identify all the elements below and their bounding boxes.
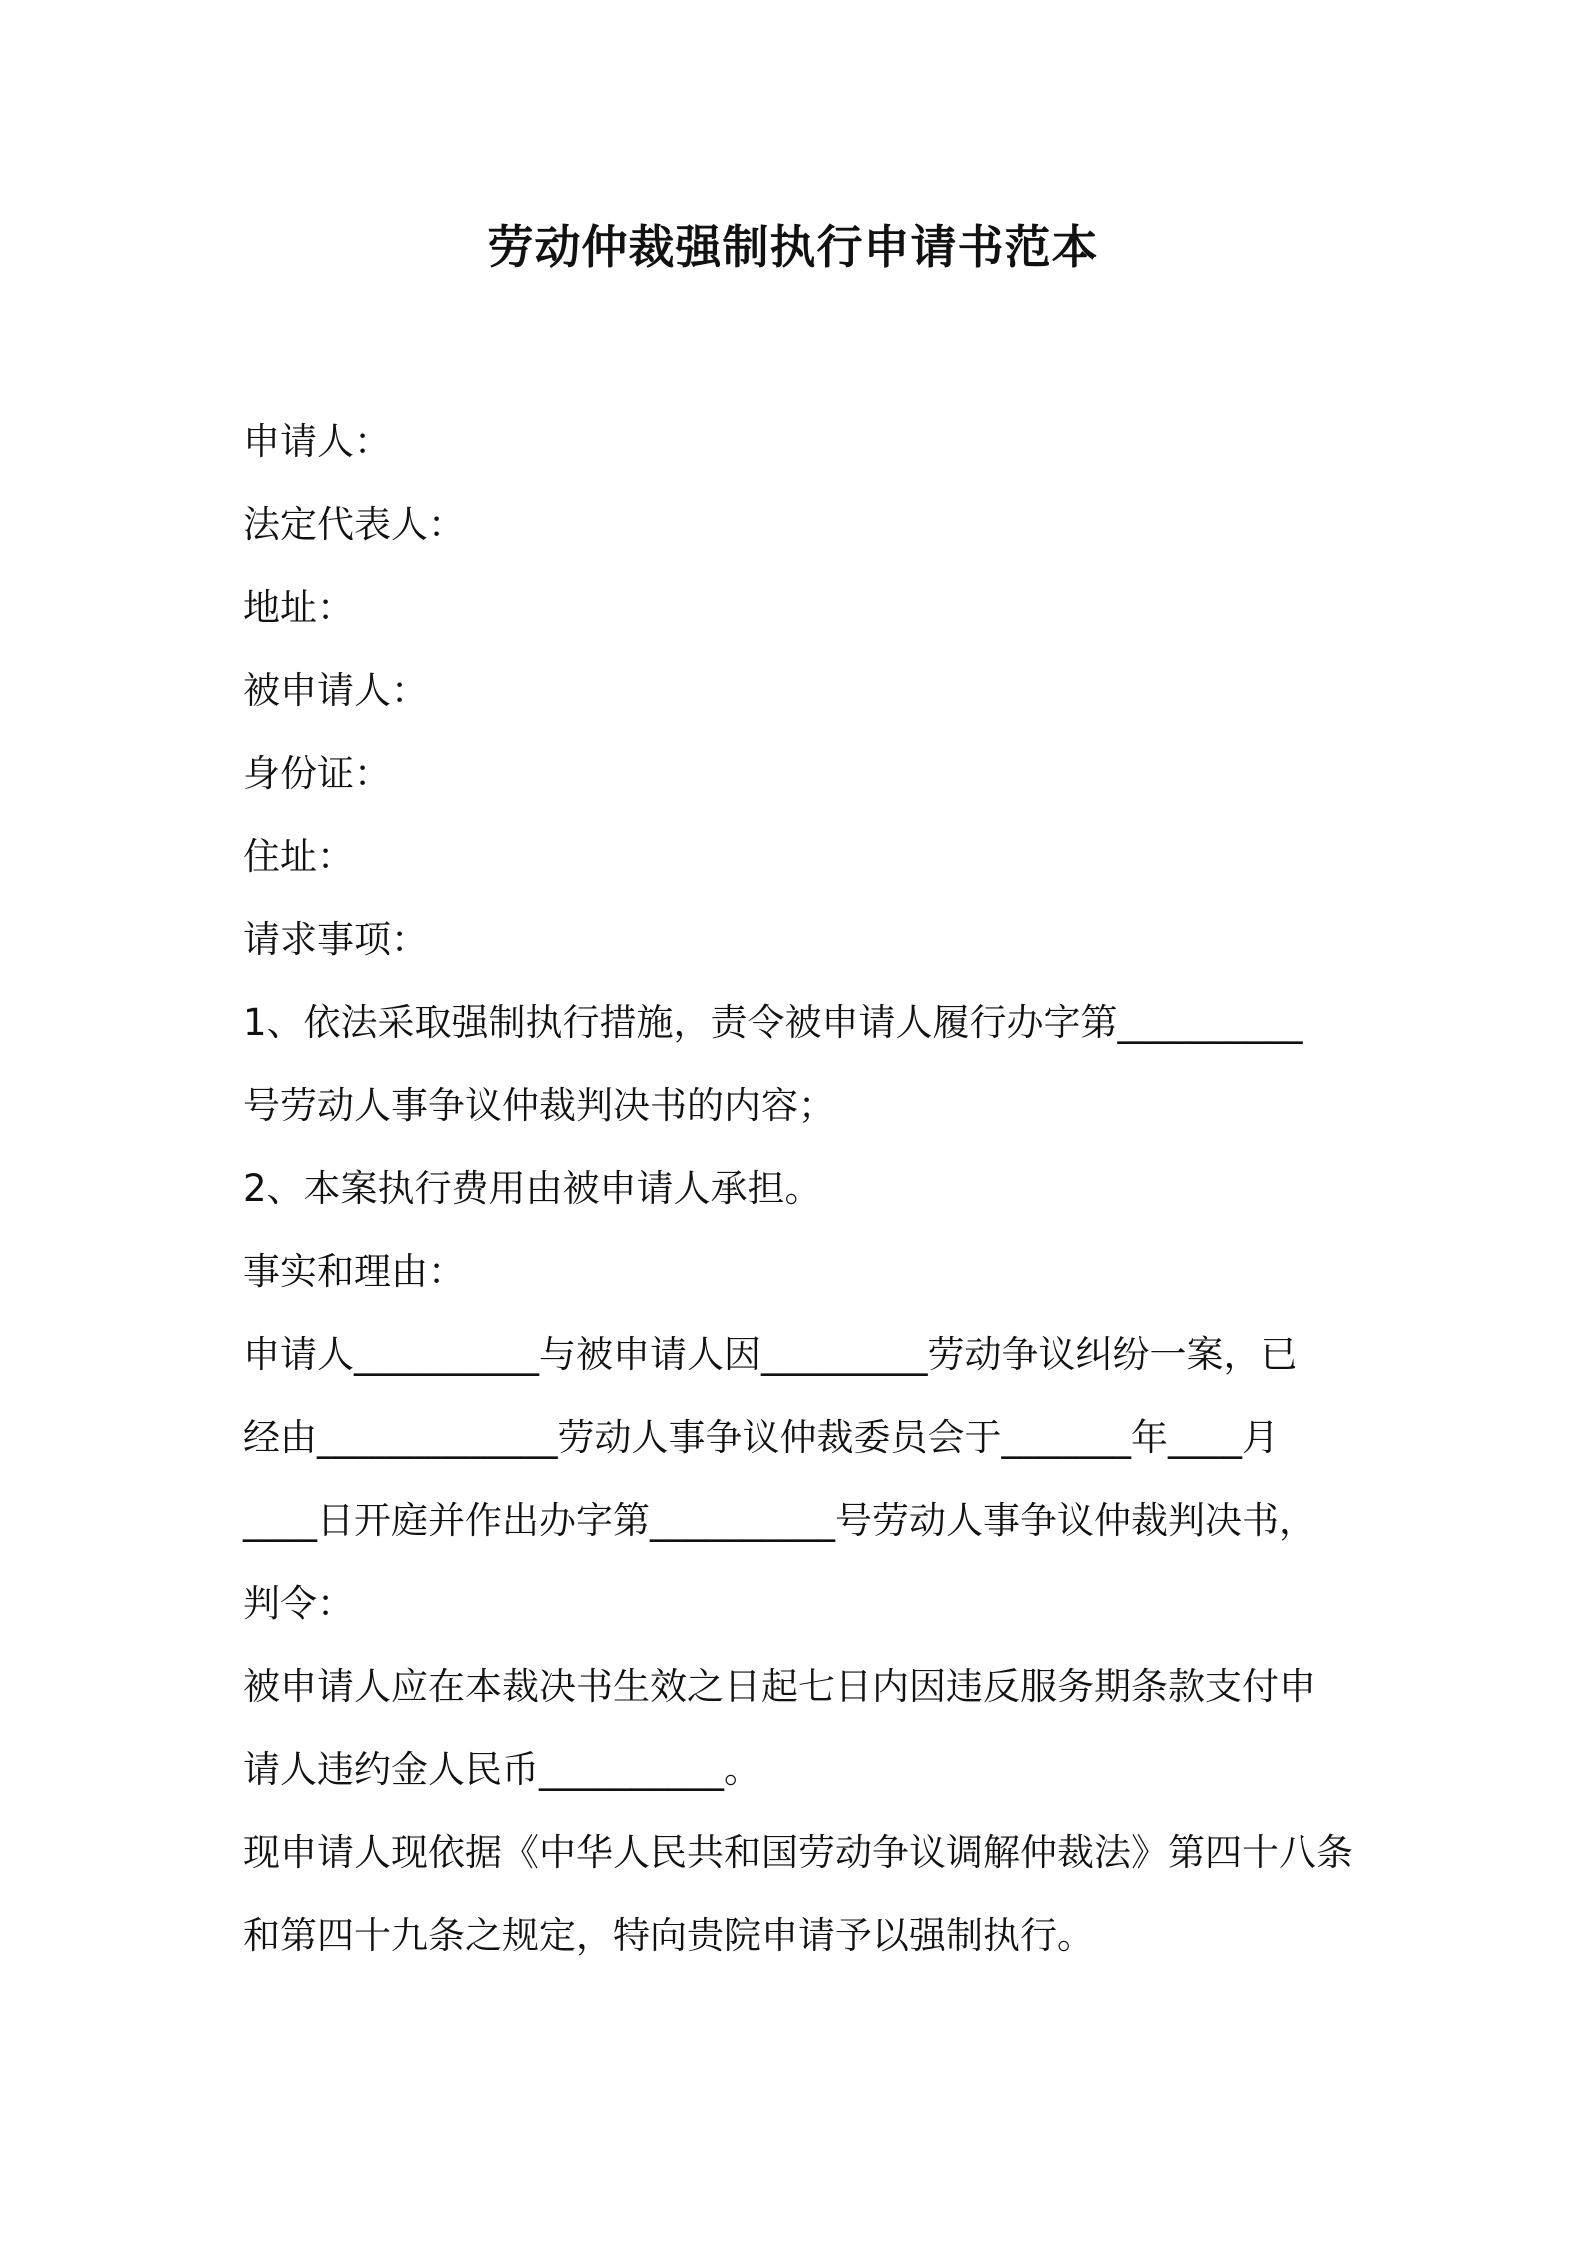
facts-line-1: 申请人__________与被申请人因_________劳动争议纠纷一案，已 [243, 1333, 1298, 1376]
residence-field: 住址： [243, 835, 354, 878]
facts-line-4: 判令： [243, 1582, 354, 1625]
respondent-field: 被申请人： [243, 669, 428, 712]
facts-heading: 事实和理由： [243, 1250, 465, 1293]
id-card-field: 身份证： [243, 752, 391, 795]
request-2: 2、本案执行费用由被申请人承担。 [243, 1167, 822, 1210]
document-body [243, 400, 1353, 1977]
request-1-line-1: 1、依法采取强制执行措施，责令被申请人履行办字第__________ [243, 1001, 1303, 1044]
basis-line-1: 现申请人现依据《中华人民共和国劳动争议调解仲裁法》第四十八条 [243, 1831, 1353, 1874]
document-title: 劳动仲裁强制执行申请书范本 [487, 220, 1099, 274]
facts-line-3: ____日开庭并作出办字第__________号劳动人事争议仲裁判决书， [243, 1499, 1316, 1542]
ruling-line-1: 被申请人应在本裁决书生效之日起七日内因违反服务期条款支付申 [243, 1665, 1316, 1708]
ruling-line-2: 请人违约金人民币__________。 [243, 1748, 761, 1791]
address-field: 地址： [243, 586, 354, 629]
requests-heading: 请求事项： [243, 918, 428, 961]
basis-line-2: 和第四十九条之规定，特向贵院申请予以强制执行。 [243, 1914, 1094, 1957]
facts-line-2: 经由_____________劳动人事争议仲裁委员会于_______年____月 [243, 1416, 1279, 1459]
request-1-line-2: 号劳动人事争议仲裁判决书的内容； [243, 1084, 835, 1127]
applicant-field: 申请人： [243, 420, 391, 463]
legal-representative-field: 法定代表人： [243, 503, 465, 546]
